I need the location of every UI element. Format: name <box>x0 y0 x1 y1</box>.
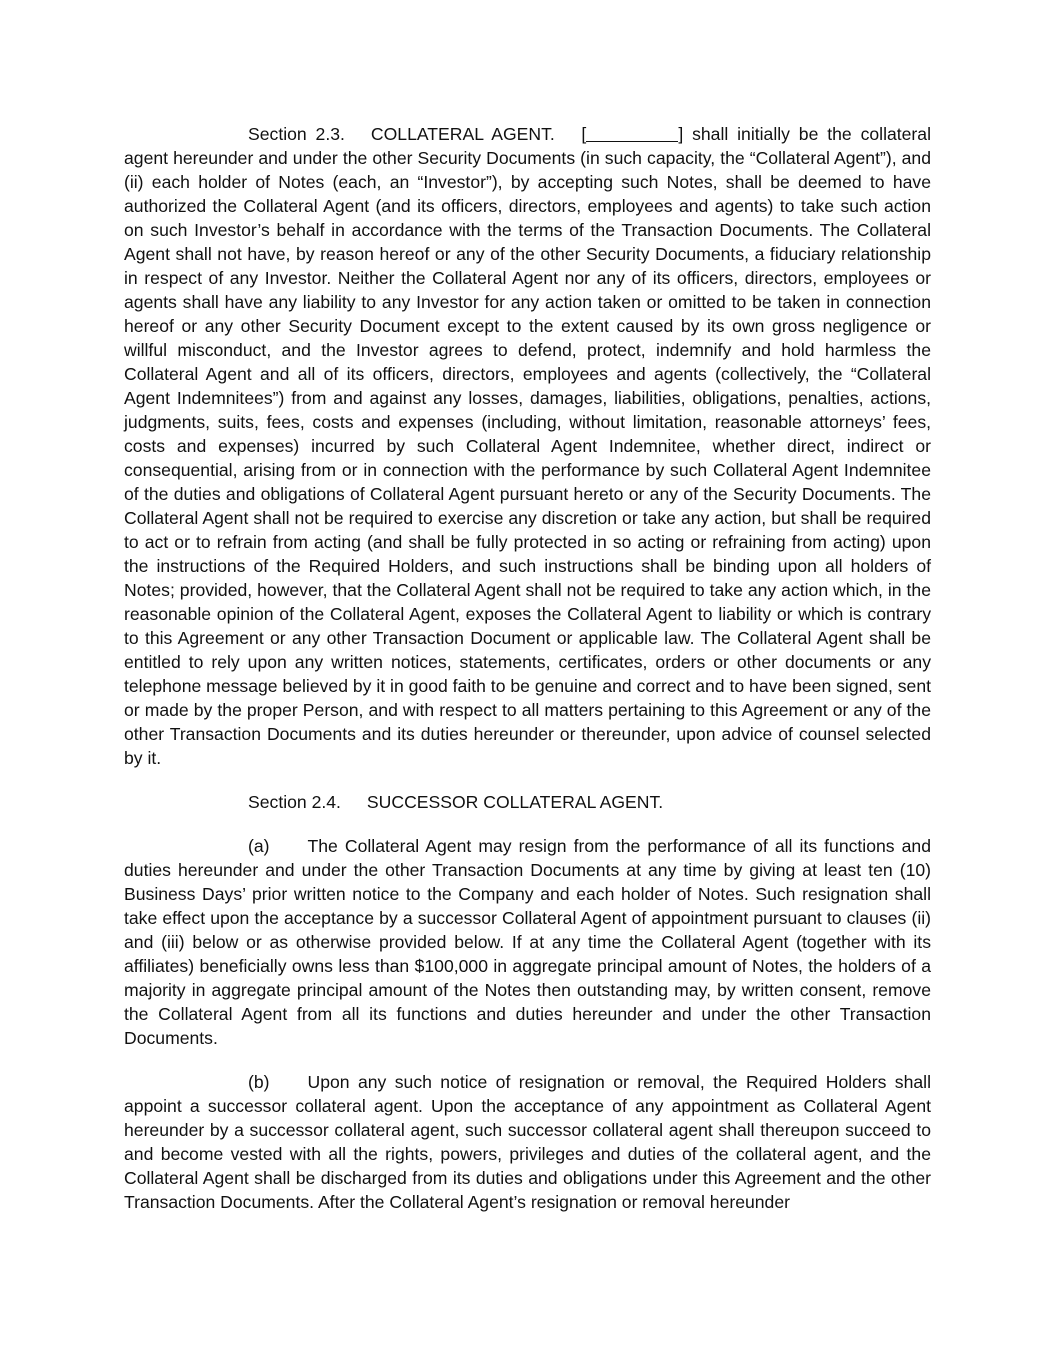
paragraph-a-body: The Collateral Agent may resign from the performance of all its functions and duties hereunder and under the other Transaction Documents at any time by giving at least ten (10) Business Days’ prior written notice to the Company and each holder of Notes. Such resignation shall take effect upon the acceptance by a successor Collateral Agent of appointment pursuant to clauses (ii) and (iii) below or as otherwise provided below. If at any time the Collateral Agent (together with its affiliates) beneficially owns less than $100,000 in aggregate principal amount of Notes, the holders of a majority in aggregate principal amount of the Notes then outstanding may, by written consent, remove the Collateral Agent from all its functions and duties hereunder and under the other Transaction Documents. <box>124 836 931 1048</box>
paragraph-b <box>124 1070 931 1214</box>
document-page <box>124 122 931 1214</box>
section-2-4-heading-line <box>124 790 931 814</box>
section-2-3-number: Section 2.3. <box>248 124 345 144</box>
paragraph-b-label: (b) <box>248 1072 270 1092</box>
section-2-4-heading: SUCCESSOR COLLATERAL AGENT. <box>366 792 664 812</box>
paragraph-a <box>124 834 931 1050</box>
bracket-open: [ <box>581 124 587 144</box>
paragraph-b-body: Upon any such notice of resignation or removal, the Required Holders shall appoint a successor collateral agent. Upon the acceptance of any appointment as Collateral Agent hereunder by a successor collateral agent, such successor collateral agent shall thereupon succeed to and become vested with all the rights, powers, privileges and duties of the collateral agent, and the Collateral Agent shall be discharged from its duties and obligations under this Agreement and the other Transaction Documents. After the Collateral Agent’s resignation or removal hereunder <box>124 1072 931 1212</box>
section-2-3-paragraph <box>124 122 931 770</box>
section-2-4-number: Section 2.4. <box>248 792 341 812</box>
bracket-close: ] <box>678 124 684 144</box>
section-2-3-heading: COLLATERAL AGENT. <box>370 124 555 144</box>
paragraph-a-label: (a) <box>248 836 270 856</box>
blank-underline <box>586 125 678 142</box>
section-2-3-body: shall initially be the collateral agent hereunder and under the other Security Documents (in such capacity, the “Collateral Agent”), and (ii) each holder of Notes (each, an “Investor”), by accepting such Notes, shall be deemed to have authorized the Collateral Agent (and its officers, directors, employees and agents) to take such action on such Investor’s behalf in accordance with the terms of the Transaction Documents. The Collateral Agent shall not have, by reason hereof or any of the other Security Documents, a fiduciary relationship in respect of any Investor. Neither the Collateral Agent nor any of its officers, directors, employees or agents shall have any liability to any Investor for any action taken or omitted to be taken in connection hereof or any other Security Document except to the extent caused by its own gross negligence or willful misconduct, and the Investor agrees to defend, protect, indemnify and hold harmless the Collateral Agent and all of its officers, directors, employees and agents (collectively, the “Collateral Agent Indemnitees”) from and against any losses, damages, liabilities, obligations, penalties, actions, judgments, suits, fees, costs and expenses (including, without limitation, reasonable attorneys’ fees, costs and expenses) incurred by such Collateral Agent Indemnitee, whether direct, indirect or consequential, arising from or in connection with the performance by such Collateral Agent Indemnitee of the duties and obligations of Collateral Agent pursuant hereto or any of the Security Documents. The Collateral Agent shall not be required to exercise any discretion or take any action, but shall be required to act or to refrain from acting (and shall be fully protected in so acting or refraining from acting) upon the instructions of the Required Holders, and such instructions shall be binding upon all holders of Notes; provided, however, that the Collateral Agent shall not be required to take any action which, in the reasonable opinion of the Collateral Agent, exposes the Collateral Agent to liability or which is contrary to this Agreement or any other Transaction Document or applicable law. The Collateral Agent shall be entitled to rely upon any written notices, statements, certificates, orders or other documents or any telephone message believed by it in good faith to be genuine and correct and to have been signed, sent or made by the proper Person, and with respect to all matters pertaining to this Agreement or any of the other Transaction Documents and its duties hereunder or thereunder, upon advice of counsel selected by it. <box>124 124 931 768</box>
